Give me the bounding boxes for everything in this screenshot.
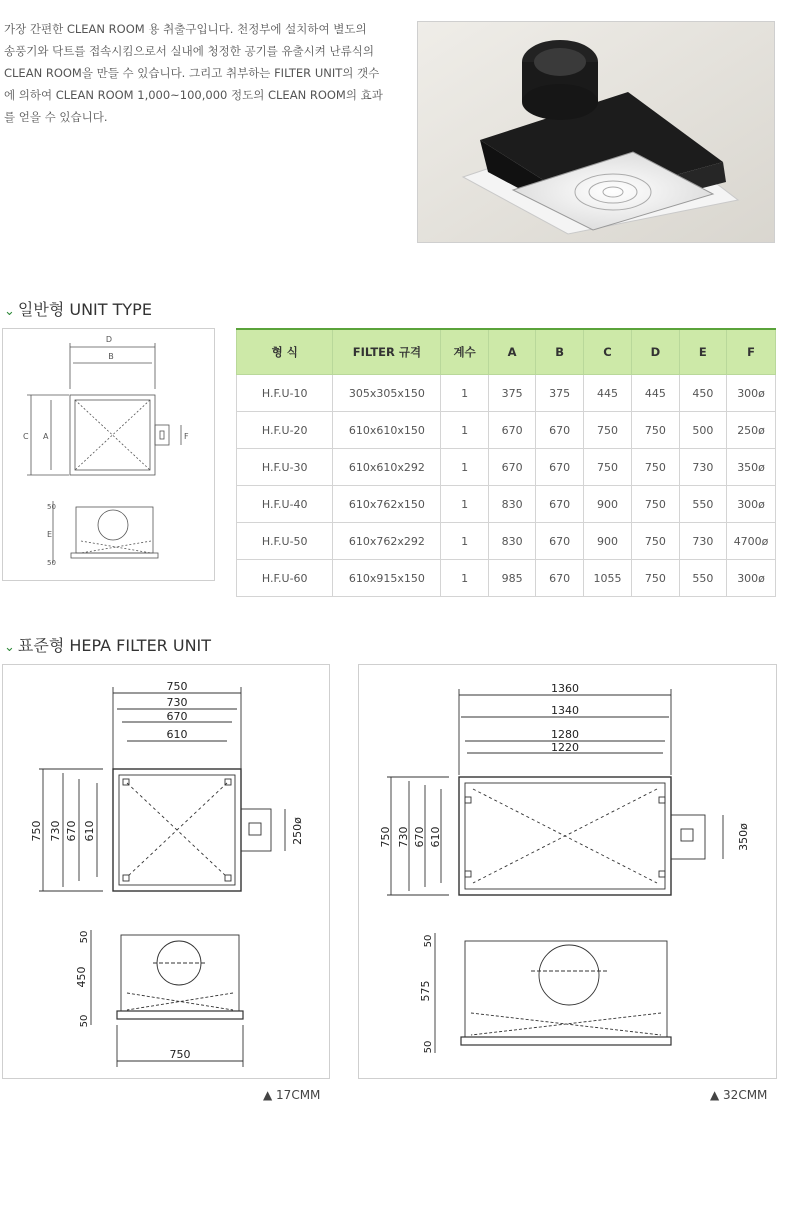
table-row bbox=[237, 523, 776, 560]
table-cell: 750 bbox=[583, 449, 631, 486]
dim-top-1: 730 bbox=[166, 696, 188, 709]
column-header: FILTER 규격 bbox=[333, 329, 441, 375]
table-cell: 750 bbox=[583, 412, 631, 449]
section-title-hepa bbox=[4, 633, 211, 656]
hepa-17cmm-diagram bbox=[2, 664, 330, 1079]
intro-line: CLEAN ROOM을 만들 수 있습니다. 그리고 취부하는 FILTER UNIT의 갯수 bbox=[4, 66, 380, 80]
hepa-32cmm-drawing bbox=[359, 665, 777, 1079]
table-cell: 1 bbox=[441, 523, 488, 560]
intro-line: 송풍기와 닥트를 접속시킴으로서 실내에 청정한 공기를 유출시켜 난류식의 bbox=[4, 44, 374, 58]
column-header: C bbox=[583, 329, 631, 375]
table-cell: 830 bbox=[488, 486, 536, 523]
column-header: 형 식 bbox=[237, 329, 333, 375]
section-title-text: 표준형 HEPA FILTER UNIT bbox=[17, 636, 212, 655]
table-cell: 670 bbox=[536, 486, 584, 523]
table-cell: 300ø bbox=[727, 560, 776, 597]
table-cell: 550 bbox=[679, 486, 727, 523]
table-cell: H.F.U-30 bbox=[237, 449, 333, 486]
table-cell: 750 bbox=[632, 523, 680, 560]
chevron-down-icon: ⌄ bbox=[4, 304, 15, 319]
ceiling-unit-illustration bbox=[418, 22, 775, 243]
dim-label-b: B bbox=[108, 352, 114, 361]
dim-duct: 350ø bbox=[737, 823, 750, 851]
table-cell: H.F.U-10 bbox=[237, 375, 333, 412]
table-row bbox=[237, 412, 776, 449]
table-cell: 610x610x292 bbox=[333, 449, 441, 486]
table-cell: 1055 bbox=[583, 560, 631, 597]
table-cell: 445 bbox=[632, 375, 680, 412]
column-header: A bbox=[488, 329, 536, 375]
table-cell: 450 bbox=[679, 375, 727, 412]
table-cell: 670 bbox=[536, 523, 584, 560]
table-cell: 670 bbox=[488, 449, 536, 486]
table-cell: H.F.U-50 bbox=[237, 523, 333, 560]
table-cell: 730 bbox=[679, 449, 727, 486]
caption-17cmm: ▲ 17CMM bbox=[263, 1088, 321, 1102]
table-cell: 300ø bbox=[727, 486, 776, 523]
table-cell: 900 bbox=[583, 523, 631, 560]
table-cell: 670 bbox=[536, 412, 584, 449]
hepa-32cmm-diagram bbox=[358, 664, 777, 1079]
table-cell: 350ø bbox=[727, 449, 776, 486]
dim-label-c: C bbox=[23, 432, 29, 441]
table-cell: 670 bbox=[536, 449, 584, 486]
table-cell: 305x305x150 bbox=[333, 375, 441, 412]
table-cell: 1 bbox=[441, 375, 488, 412]
dim-front-bottom: 50 bbox=[79, 1014, 90, 1028]
intro-line: 를 얻을 수 있습니다. bbox=[4, 110, 108, 124]
table-cell: 1 bbox=[441, 412, 488, 449]
table-cell: 610x762x292 bbox=[333, 523, 441, 560]
dim-front-bottom: 50 bbox=[423, 1040, 434, 1054]
table-cell: 730 bbox=[679, 523, 727, 560]
dim-label-f: F bbox=[184, 432, 189, 441]
table-row bbox=[237, 375, 776, 412]
chevron-down-icon: ⌄ bbox=[4, 640, 15, 655]
table-cell: 250ø bbox=[727, 412, 776, 449]
table-cell: 550 bbox=[679, 560, 727, 597]
section-title-unit-type bbox=[4, 297, 152, 320]
table-row bbox=[237, 560, 776, 597]
table-cell: 300ø bbox=[727, 375, 776, 412]
table-cell: 670 bbox=[536, 560, 584, 597]
dim-side-1: 730 bbox=[397, 826, 410, 848]
dim-top-1: 1340 bbox=[551, 704, 579, 717]
unit-type-drawing bbox=[3, 329, 215, 581]
caption-32cmm: ▲ 32CMM bbox=[710, 1088, 768, 1102]
hepa-17cmm-drawing bbox=[3, 665, 330, 1079]
table-cell: 4700ø bbox=[727, 523, 776, 560]
dim-top-3: 1220 bbox=[551, 741, 579, 754]
dim-front-width: 750 bbox=[169, 1048, 191, 1061]
table-cell: 1 bbox=[441, 449, 488, 486]
dim-side-1: 730 bbox=[49, 820, 62, 842]
table-cell: 750 bbox=[632, 486, 680, 523]
table-cell: H.F.U-60 bbox=[237, 560, 333, 597]
column-header: 계수 bbox=[441, 329, 488, 375]
table-cell: 375 bbox=[488, 375, 536, 412]
dim-front-height: 450 bbox=[75, 966, 88, 988]
unit-type-diagram bbox=[2, 328, 215, 581]
table-cell: 500 bbox=[679, 412, 727, 449]
dim-top-3: 610 bbox=[166, 728, 188, 741]
dim-label-50-top: 50 bbox=[47, 503, 56, 511]
dim-duct: 250ø bbox=[291, 817, 304, 845]
table-cell: 445 bbox=[583, 375, 631, 412]
table-cell: 900 bbox=[583, 486, 631, 523]
table-cell: 610x762x150 bbox=[333, 486, 441, 523]
section-title-text: 일반형 UNIT TYPE bbox=[17, 300, 152, 319]
dim-top-2: 670 bbox=[166, 710, 188, 723]
table-cell: 610x915x150 bbox=[333, 560, 441, 597]
column-header: B bbox=[536, 329, 584, 375]
intro-line: 에 의하여 CLEAN ROOM 1,000~100,000 정도의 CLEAN ROOM의 효과 bbox=[4, 88, 383, 102]
dim-front-top: 50 bbox=[79, 930, 90, 944]
product-photo bbox=[417, 21, 775, 243]
dim-top-0: 1360 bbox=[551, 682, 579, 695]
dim-top-0: 750 bbox=[166, 680, 188, 693]
dim-label-e: E bbox=[47, 530, 53, 539]
table-cell: 1 bbox=[441, 560, 488, 597]
column-header: F bbox=[727, 329, 776, 375]
table-cell: 750 bbox=[632, 449, 680, 486]
intro-line: 가장 간편한 CLEAN ROOM 용 취출구입니다. 천정부에 설치하여 별도의 bbox=[4, 22, 367, 36]
column-header: E bbox=[679, 329, 727, 375]
table-cell: 830 bbox=[488, 523, 536, 560]
table-body bbox=[237, 375, 776, 597]
dim-front-height: 575 bbox=[419, 980, 432, 1002]
table-cell: 610x610x150 bbox=[333, 412, 441, 449]
dim-label-50-bottom: 50 bbox=[47, 559, 56, 567]
dim-side-0: 750 bbox=[379, 826, 392, 848]
table-cell: H.F.U-20 bbox=[237, 412, 333, 449]
dim-label-a: A bbox=[43, 432, 49, 441]
dim-side-3: 610 bbox=[429, 826, 442, 848]
spec-table bbox=[236, 328, 776, 597]
intro-text bbox=[4, 18, 399, 128]
table-cell: 750 bbox=[632, 412, 680, 449]
dim-label-d: D bbox=[105, 335, 113, 344]
dim-side-2: 670 bbox=[413, 826, 426, 848]
dim-side-0: 750 bbox=[30, 820, 43, 842]
table-cell: 375 bbox=[536, 375, 584, 412]
table-header-row bbox=[237, 329, 776, 375]
table-cell: 985 bbox=[488, 560, 536, 597]
table-row bbox=[237, 486, 776, 523]
dim-side-3: 610 bbox=[83, 820, 96, 842]
table-cell: H.F.U-40 bbox=[237, 486, 333, 523]
dim-side-2: 670 bbox=[65, 820, 78, 842]
table-cell: 670 bbox=[488, 412, 536, 449]
table-cell: 750 bbox=[632, 560, 680, 597]
dim-top-2: 1280 bbox=[551, 728, 579, 741]
table-cell: 1 bbox=[441, 486, 488, 523]
table-row bbox=[237, 449, 776, 486]
column-header: D bbox=[632, 329, 680, 375]
dim-front-top: 50 bbox=[423, 934, 434, 948]
